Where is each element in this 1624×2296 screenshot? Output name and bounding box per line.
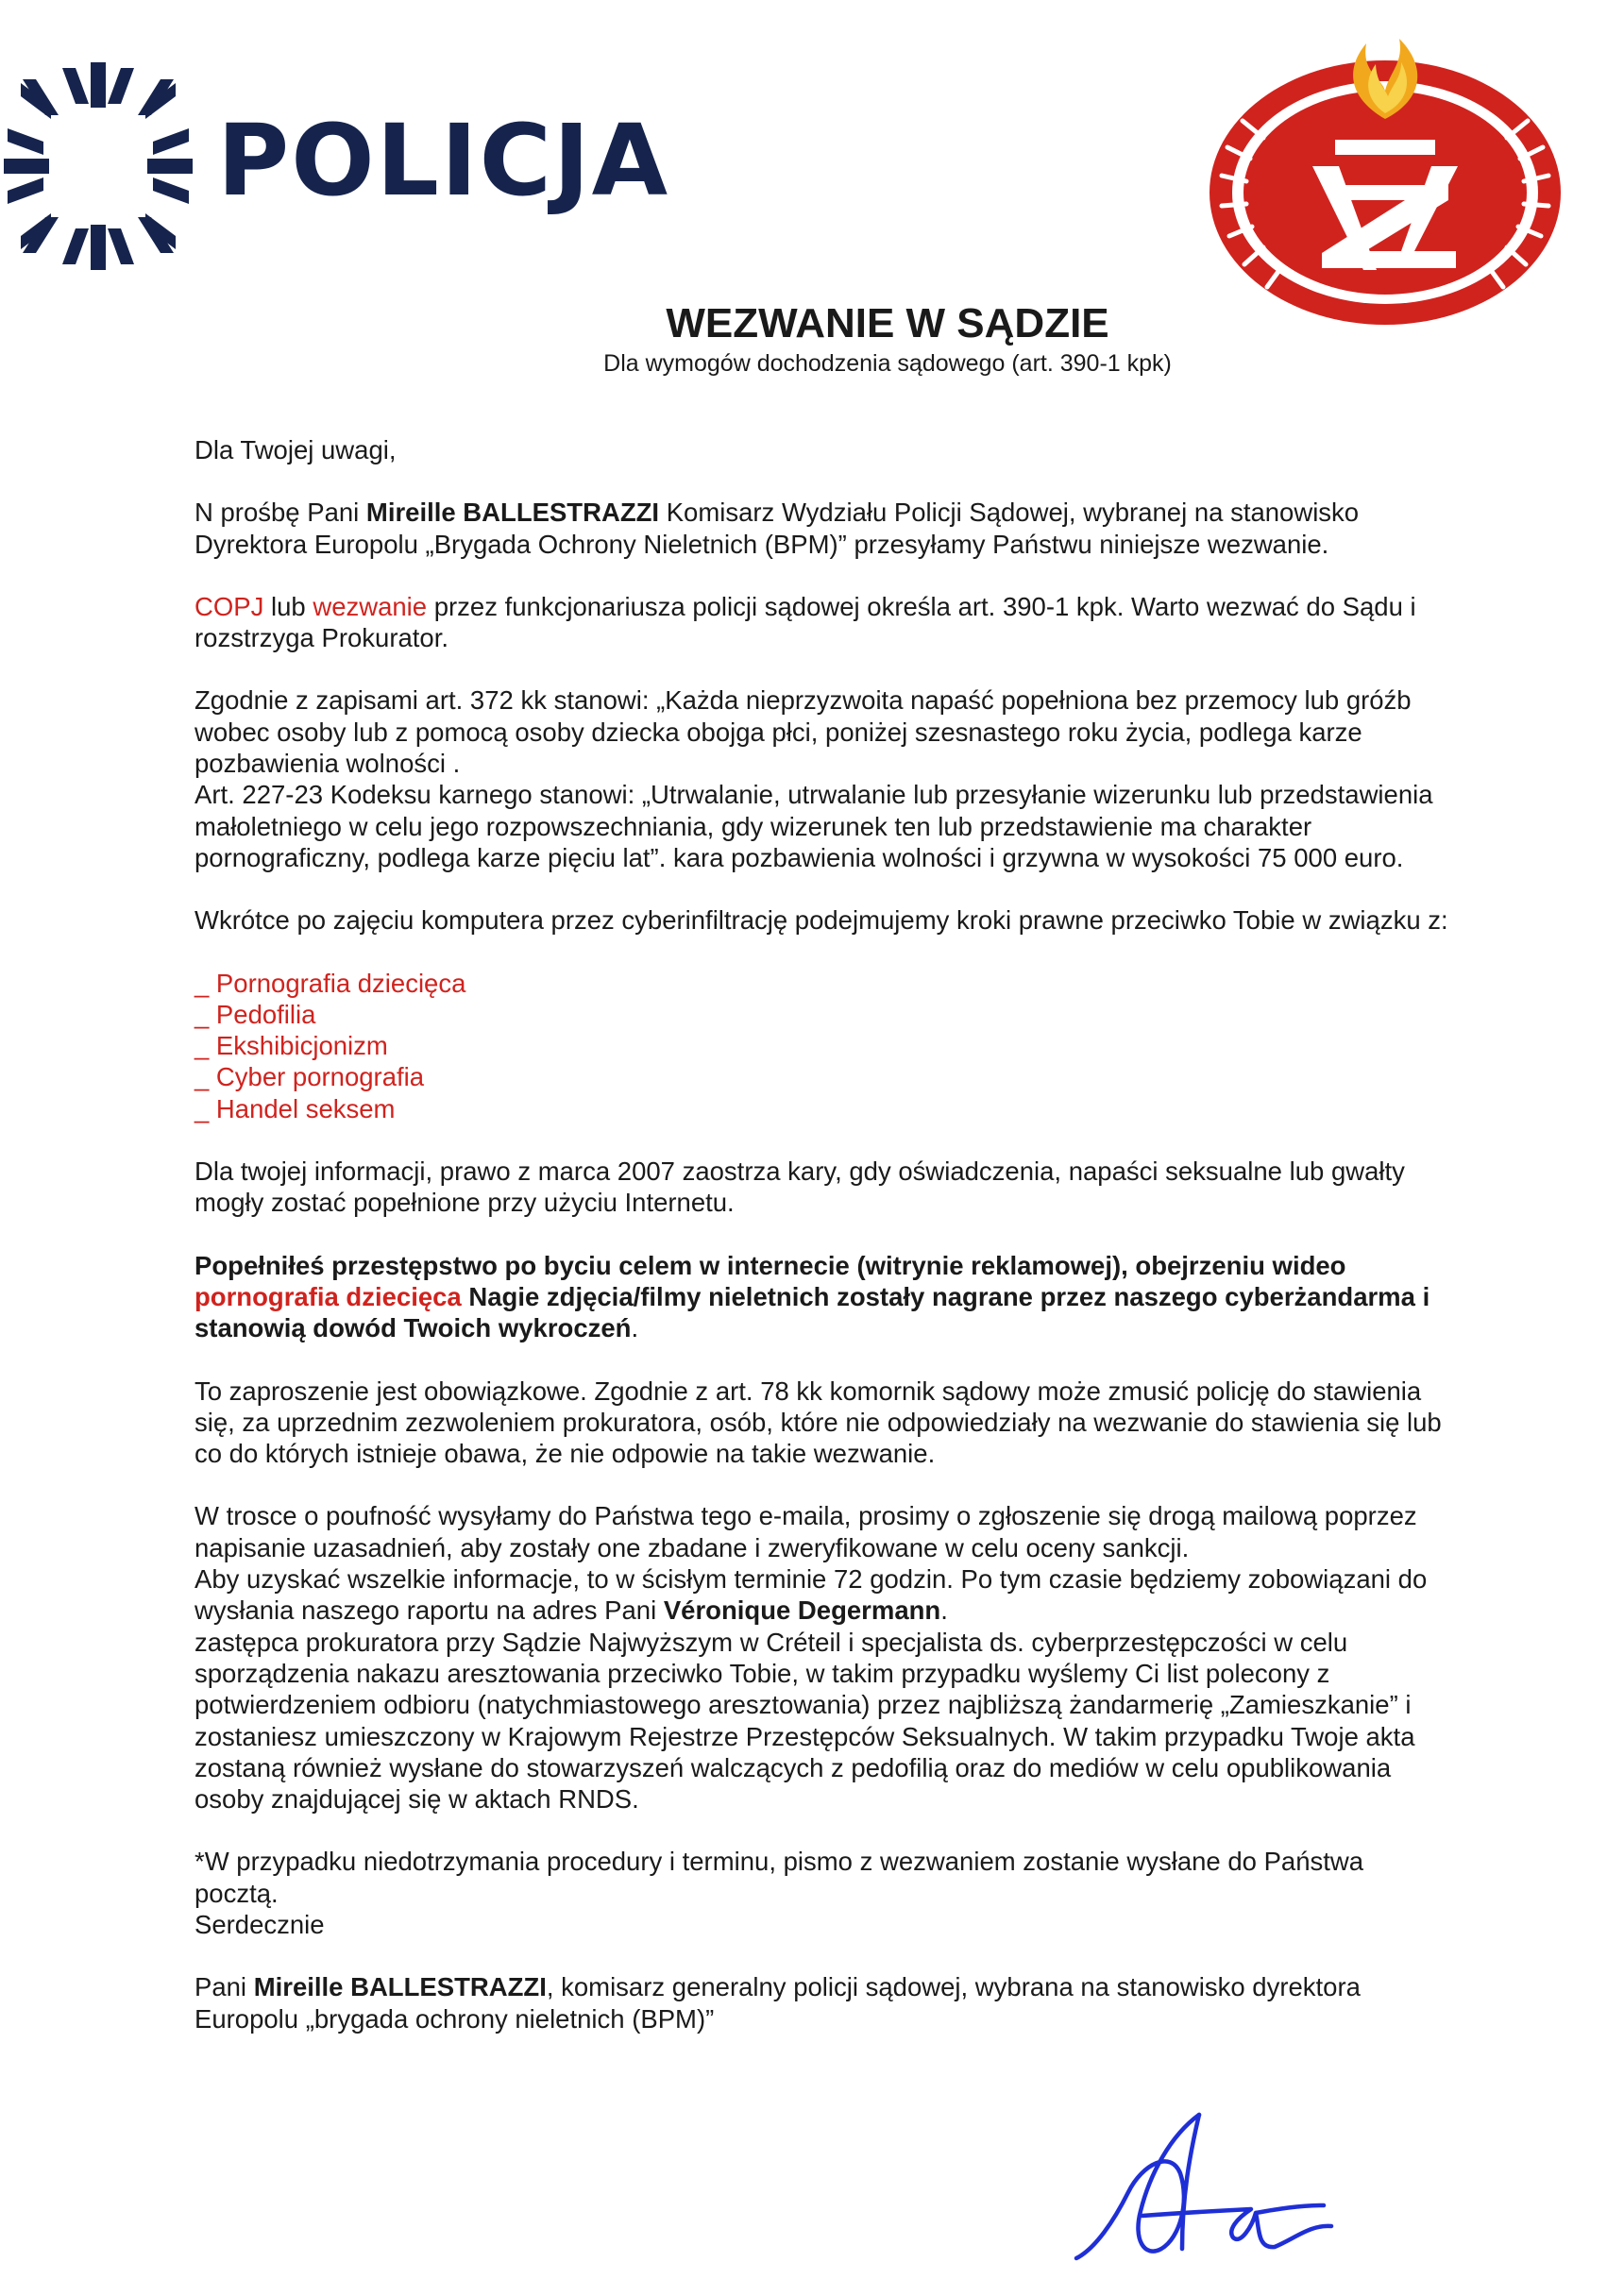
signoff [195, 1971, 1450, 2034]
document-title: WEZWANIE W SĄDZIE [666, 300, 1109, 346]
list-item: _ Pedofilia [195, 999, 316, 1029]
paragraph-deadline [195, 1563, 1450, 1627]
list-item: _ Ekshibicjonizm [195, 1031, 388, 1061]
letter-body [195, 434, 1450, 2066]
police-star-icon [4, 62, 193, 270]
paragraph-request-pre: N prośbę Pani [195, 498, 366, 528]
list-item: _ Handel seksem [195, 1093, 396, 1123]
signoff-name: Mireille BALLESTRAZZI [253, 1972, 547, 2002]
vz-emblem-icon [1201, 34, 1569, 329]
paragraph-confidentiality: W trosce o poufność wysyłamy do Państwa tego e-maila, prosimy o zgłoszenie się drogą mailową poprzez napisanie uzasadnień, aby zostały one zbadane i zweryfikowane w celu oceny sankcji. [195, 1501, 1417, 1562]
paragraph-copj [195, 591, 1450, 654]
signoff-post: , komisarz generalny policji sądowej, wybrana na stanowisko dyrektora Europolu „brygada ochrony nieletnich (BPM)” [195, 1972, 1361, 2034]
police-logo [4, 62, 670, 270]
offence-highlight: pornografia dziecięca [195, 1281, 462, 1311]
copj-connector: lub [263, 591, 313, 621]
paragraph-request [195, 497, 1450, 560]
paragraph-art227: Art. 227-23 Kodeksu karnego stanowi: „Utrwalanie, utrwalanie lub przesyłanie wizerunku lub przedstawienia małoletniego w celu jego rozpowszechniania, gdy wizerunek ten lub przedstawienie ma charakter pornograficzny, podlega karze pięciu lat”. kara pozbawienia wolności i grzywna w wysokości 75 000 euro. [195, 780, 1433, 872]
charges-list [195, 968, 1450, 1124]
closing: Serdecznie [195, 1909, 325, 1939]
paragraph-offence [195, 1250, 1450, 1344]
paragraph-art372: Zgodnie z zapisami art. 372 kk stanowi: „Każda nieprzyzwoita napaść popełniona bez przemocy lub gróźb wobec osoby lub z pomocą osoby dziecka obojga płci, poniżej szesnastego roku życia, podlega karze pozbawienia wolności . [195, 685, 1412, 779]
prosecutor-name: Véronique Degermann [663, 1595, 941, 1626]
document-subtitle: Dla wymogów dochodzenia sądowego (art. 390-1 kpk) [603, 350, 1172, 377]
offence-end: . [631, 1313, 639, 1343]
offence-text-2: Nagie zdjęcia/filmy nieletnich zostały nagrane przez naszego cyberżandarma i stanowią dowód Twoich wykroczeń [195, 1281, 1430, 1343]
police-wordmark: POLICJA [217, 103, 670, 218]
paragraph-law-2007: Dla twojej informacji, prawo z marca 2007 zaostrza kary, gdy oświadczenia, napaści seksualne lub gwałty mogły zostać popełnione przy użyciu Internetu. [195, 1156, 1405, 1218]
paragraph-copj-post: przez funkcjonariusza policji sądowej określa art. 390-1 kpk. Warto wezwać do Sądu i rozstrzyga Prokurator. [195, 591, 1416, 653]
greeting: Dla Twojej uwagi, [195, 435, 397, 464]
list-item: _ Cyber pornografia [195, 1062, 425, 1092]
paragraph-actions: Wkrótce po zajęciu komputera przez cyberinfiltrację podejmujemy kroki prawne przeciwko Tobie w związku z: [195, 905, 1448, 936]
paragraph-request-post: Komisarz Wydziału Policji Sądowej, wybranej na stanowisko Dyrektora Europolu „Brygada Ochrony Nieletnich (BPM)” przesyłamy Państwu niniejsze wezwanie. [195, 498, 1360, 559]
list-item: _ Pornografia dziecięca [195, 968, 466, 998]
offence-text-1: Popełniłeś przestępstwo po byciu celem w internecie (witrynie reklamowej), obejrzeniu wideo [195, 1250, 1346, 1280]
deadline-post: . [940, 1595, 948, 1626]
commissioner-name: Mireille BALLESTRAZZI [365, 498, 660, 528]
paragraph-mandatory: To zaproszenie jest obowiązkowe. Zgodnie z art. 78 kk komornik sądowy może zmusić policję do stawienia się, za uprzednim zezwoleniem prokuratora, osób, które nie odpowiedziały na wezwanie do stawienia się lub co do których istnieje obawa, że nie odpowie na takie wezwanie. [195, 1376, 1442, 1469]
summons-term: wezwanie [313, 591, 428, 621]
deadline-pre: Aby uzyskać wszelkie informacje, to w ścisłym terminie 72 godzin. Po tym czasie będziemy zobowiązani do wysłania naszego raportu na adres Pani [195, 1564, 1428, 1626]
copj-term: COPJ [195, 591, 264, 621]
handwritten-signature [1057, 2107, 1341, 2268]
signoff-pre: Pani [195, 1972, 254, 2002]
paragraph-warrant: zastępca prokuratora przy Sądzie Najwyższym w Créteil i specjalista ds. cyberprzestępczości w celu sporządzenia nakazu aresztowania przeciwko Tobie, w takim przypadku wyślemy Ci list polecony z potwierdzeniem odbioru (natychmiastowego aresztowania) przez najbliższą żandarmerię „Zamieszkanie” i zostaniesz umieszczony w Krajowym Rejestrze Przestępców Seksualnych. W takim przypadku Twoje akta zostaną również wysłane do stowarzyszeń walczących z pedofilią oraz do mediów w celu opublikowania osoby znajdującej się w aktach RNDS. [195, 1627, 1415, 1815]
paragraph-postal-notice: *W przypadku niedotrzymania procedury i terminu, pismo z wezwaniem zostanie wysłane do Państwa pocztą. [195, 1847, 1364, 1908]
